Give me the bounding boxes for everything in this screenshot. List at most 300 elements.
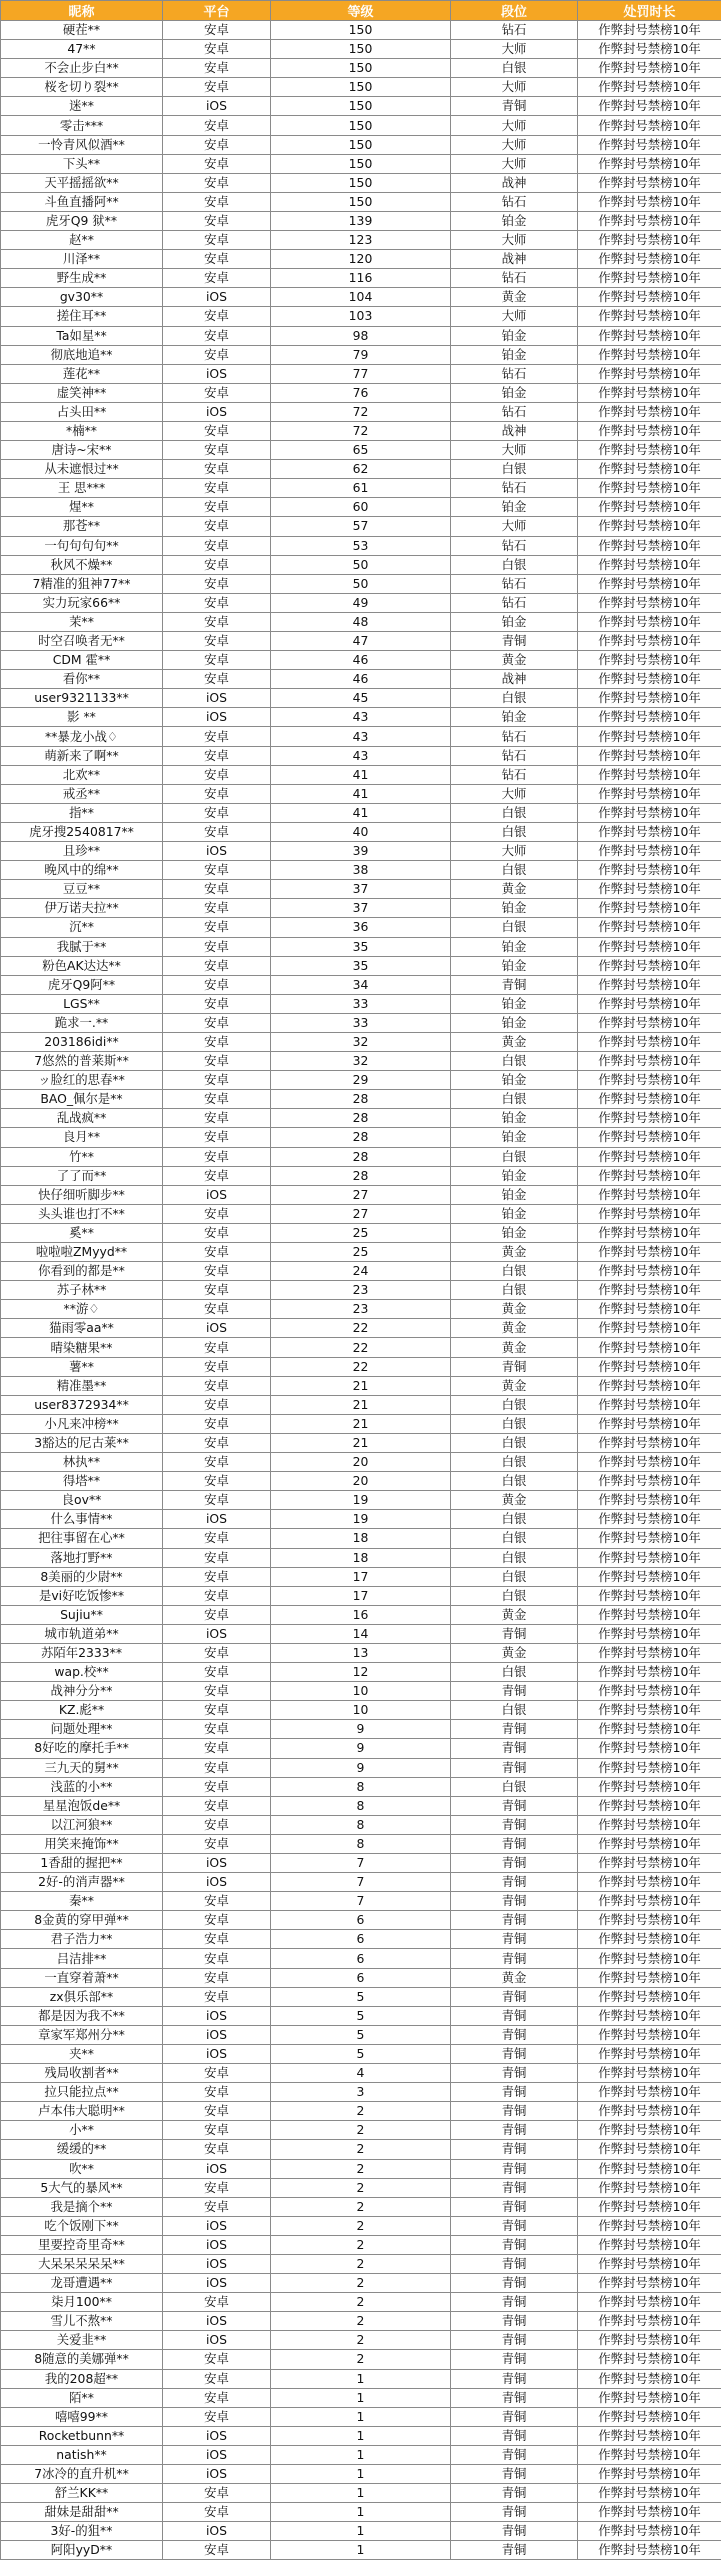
cell-platform: 安卓 <box>163 1262 271 1281</box>
cell-level: 19 <box>271 1510 451 1529</box>
cell-platform: 安卓 <box>163 231 271 250</box>
cell-punishment: 作弊封号禁榜10年 <box>578 1624 721 1643</box>
cell-nickname: 一句句句句** <box>1 536 163 555</box>
table-row <box>1 765 721 784</box>
table-row <box>1 364 721 383</box>
cell-level: 150 <box>271 21 451 40</box>
cell-rank: 白银 <box>451 460 578 479</box>
cell-punishment: 作弊封号禁榜10年 <box>578 1510 721 1529</box>
cell-platform: iOS <box>163 402 271 421</box>
cell-rank: 青铜 <box>451 1758 578 1777</box>
cell-platform: 安卓 <box>163 1911 271 1930</box>
cell-level: 116 <box>271 269 451 288</box>
cell-platform: 安卓 <box>163 1338 271 1357</box>
cell-platform: 安卓 <box>163 1586 271 1605</box>
table-body <box>1 21 721 2560</box>
cell-level: 150 <box>271 154 451 173</box>
cell-rank: 大师 <box>451 78 578 97</box>
cell-nickname: 苏陌年2333** <box>1 1643 163 1662</box>
cell-punishment: 作弊封号禁榜10年 <box>578 1854 721 1873</box>
table-row <box>1 2254 721 2273</box>
cell-rank: 铂金 <box>451 326 578 345</box>
cell-nickname: ッ脸红的思春** <box>1 1071 163 1090</box>
cell-level: 47 <box>271 632 451 651</box>
cell-rank: 青铜 <box>451 2235 578 2254</box>
cell-rank: 青铜 <box>451 2178 578 2197</box>
cell-nickname: 2好-的消声器** <box>1 1873 163 1892</box>
cell-platform: 安卓 <box>163 1357 271 1376</box>
cell-platform: 安卓 <box>163 2350 271 2369</box>
cell-punishment: 作弊封号禁榜10年 <box>578 460 721 479</box>
table-row <box>1 1395 721 1414</box>
cell-level: 72 <box>271 402 451 421</box>
cell-nickname: 粉色AK达达** <box>1 956 163 975</box>
cell-punishment: 作弊封号禁榜10年 <box>578 402 721 421</box>
cell-punishment: 作弊封号禁榜10年 <box>578 192 721 211</box>
cell-platform: 安卓 <box>163 2064 271 2083</box>
cell-platform: 安卓 <box>163 555 271 574</box>
cell-level: 2 <box>271 2350 451 2369</box>
cell-punishment: 作弊封号禁榜10年 <box>578 1987 721 2006</box>
cell-rank: 青铜 <box>451 2331 578 2350</box>
cell-nickname: 虎牙Q9阿** <box>1 975 163 994</box>
cell-level: 5 <box>271 2025 451 2044</box>
cell-nickname: 影 ** <box>1 708 163 727</box>
cell-nickname: 落地打野** <box>1 1548 163 1567</box>
cell-level: 43 <box>271 746 451 765</box>
cell-punishment: 作弊封号禁榜10年 <box>578 479 721 498</box>
cell-rank: 青铜 <box>451 2254 578 2273</box>
cell-nickname: 3好-的狙** <box>1 2522 163 2541</box>
cell-punishment: 作弊封号禁榜10年 <box>578 1605 721 1624</box>
cell-platform: 安卓 <box>163 211 271 230</box>
cell-platform: iOS <box>163 2159 271 2178</box>
cell-punishment: 作弊封号禁榜10年 <box>578 2331 721 2350</box>
cell-nickname: 以江河狼** <box>1 1815 163 1834</box>
cell-nickname: 陌** <box>1 2388 163 2407</box>
table-row <box>1 1166 721 1185</box>
cell-platform: 安卓 <box>163 2178 271 2197</box>
cell-rank: 铂金 <box>451 1109 578 1128</box>
table-row <box>1 2426 721 2445</box>
cell-punishment: 作弊封号禁榜10年 <box>578 97 721 116</box>
table-row <box>1 574 721 593</box>
cell-platform: 安卓 <box>163 612 271 631</box>
cell-nickname: 我是摘个** <box>1 2197 163 2216</box>
cell-punishment: 作弊封号禁榜10年 <box>578 1930 721 1949</box>
cell-nickname: 吃个饭刚下** <box>1 2216 163 2235</box>
cell-platform: 安卓 <box>163 2369 271 2388</box>
cell-level: 10 <box>271 1682 451 1701</box>
table-row <box>1 498 721 517</box>
cell-punishment: 作弊封号禁榜10年 <box>578 2541 721 2560</box>
cell-nickname: 川泽** <box>1 250 163 269</box>
cell-rank: 钻石 <box>451 536 578 555</box>
cell-rank: 白银 <box>451 1414 578 1433</box>
cell-platform: 安卓 <box>163 1567 271 1586</box>
header-punishment: 处罚时长 <box>578 1 721 21</box>
cell-platform: 安卓 <box>163 1281 271 1300</box>
cell-punishment: 作弊封号禁榜10年 <box>578 918 721 937</box>
cell-level: 27 <box>271 1185 451 1204</box>
cell-punishment: 作弊封号禁榜10年 <box>578 135 721 154</box>
cell-rank: 钻石 <box>451 479 578 498</box>
cell-nickname: 卢本伟大聪明** <box>1 2102 163 2121</box>
cell-punishment: 作弊封号禁榜10年 <box>578 2102 721 2121</box>
cell-punishment: 作弊封号禁榜10年 <box>578 536 721 555</box>
cell-nickname: 浅蓝的小** <box>1 1777 163 1796</box>
cell-platform: 安卓 <box>163 1930 271 1949</box>
table-row <box>1 1071 721 1090</box>
cell-platform: 安卓 <box>163 994 271 1013</box>
cell-punishment: 作弊封号禁榜10年 <box>578 1204 721 1223</box>
cell-level: 23 <box>271 1281 451 1300</box>
table-row <box>1 288 721 307</box>
table-row <box>1 2216 721 2235</box>
table-row <box>1 460 721 479</box>
cell-platform: iOS <box>163 2426 271 2445</box>
table-row <box>1 135 721 154</box>
cell-platform: iOS <box>163 1873 271 1892</box>
cell-nickname: 唐诗~宋** <box>1 441 163 460</box>
cell-platform: 安卓 <box>163 78 271 97</box>
cell-nickname: 了了而** <box>1 1166 163 1185</box>
cell-level: 76 <box>271 383 451 402</box>
cell-level: 8 <box>271 1796 451 1815</box>
cell-level: 2 <box>271 2235 451 2254</box>
table-row <box>1 975 721 994</box>
cell-platform: 安卓 <box>163 21 271 40</box>
header-row <box>1 1 721 21</box>
cell-level: 6 <box>271 1911 451 1930</box>
cell-level: 14 <box>271 1624 451 1643</box>
cell-platform: 安卓 <box>163 2503 271 2522</box>
cell-level: 150 <box>271 173 451 192</box>
table-row <box>1 536 721 555</box>
cell-platform: 安卓 <box>163 1777 271 1796</box>
cell-level: 17 <box>271 1586 451 1605</box>
cell-punishment: 作弊封号禁榜10年 <box>578 612 721 631</box>
cell-punishment: 作弊封号禁榜10年 <box>578 2235 721 2254</box>
cell-platform: 安卓 <box>163 956 271 975</box>
cell-punishment: 作弊封号禁榜10年 <box>578 2465 721 2484</box>
table-row <box>1 421 721 440</box>
cell-platform: 安卓 <box>163 822 271 841</box>
cell-level: 72 <box>271 421 451 440</box>
cell-punishment: 作弊封号禁榜10年 <box>578 651 721 670</box>
cell-punishment: 作弊封号禁榜10年 <box>578 1873 721 1892</box>
cell-platform: 安卓 <box>163 135 271 154</box>
cell-nickname: 里要控奇里奇** <box>1 2235 163 2254</box>
cell-punishment: 作弊封号禁榜10年 <box>578 269 721 288</box>
table-row <box>1 1090 721 1109</box>
table-row <box>1 918 721 937</box>
table-row <box>1 1567 721 1586</box>
cell-nickname: 3豁达的尼古莱** <box>1 1433 163 1452</box>
cell-nickname: 三九天的舅** <box>1 1758 163 1777</box>
table-row <box>1 612 721 631</box>
cell-rank: 钻石 <box>451 727 578 746</box>
table-row <box>1 517 721 536</box>
table-row <box>1 2503 721 2522</box>
table-row <box>1 1663 721 1682</box>
table-row <box>1 1701 721 1720</box>
cell-nickname: 虎牙Q9 狱** <box>1 211 163 230</box>
cell-platform: 安卓 <box>163 975 271 994</box>
cell-punishment: 作弊封号禁榜10年 <box>578 1701 721 1720</box>
cell-level: 21 <box>271 1395 451 1414</box>
cell-punishment: 作弊封号禁榜10年 <box>578 1491 721 1510</box>
cell-punishment: 作弊封号禁榜10年 <box>578 1032 721 1051</box>
cell-platform: iOS <box>163 1624 271 1643</box>
cell-rank: 战神 <box>451 250 578 269</box>
cell-nickname: 指** <box>1 803 163 822</box>
cell-level: 2 <box>271 2274 451 2293</box>
table-row <box>1 154 721 173</box>
cell-punishment: 作弊封号禁榜10年 <box>578 231 721 250</box>
cell-platform: 安卓 <box>163 670 271 689</box>
cell-platform: 安卓 <box>163 1949 271 1968</box>
cell-level: 19 <box>271 1491 451 1510</box>
table-row <box>1 1491 721 1510</box>
table-row <box>1 1949 721 1968</box>
cell-level: 2 <box>271 2293 451 2312</box>
cell-rank: 白银 <box>451 1395 578 1414</box>
cell-punishment: 作弊封号禁榜10年 <box>578 2216 721 2235</box>
cell-platform: 安卓 <box>163 2083 271 2102</box>
cell-rank: 青铜 <box>451 2369 578 2388</box>
cell-platform: iOS <box>163 2522 271 2541</box>
cell-nickname: 实力玩家66** <box>1 593 163 612</box>
cell-nickname: 嘻嘻99** <box>1 2407 163 2426</box>
cell-nickname: 晚风中的绵** <box>1 861 163 880</box>
cell-punishment: 作弊封号禁榜10年 <box>578 1300 721 1319</box>
table-row <box>1 1243 721 1262</box>
cell-nickname: 1香甜的握把** <box>1 1854 163 1873</box>
cell-punishment: 作弊封号禁榜10年 <box>578 1052 721 1071</box>
cell-punishment: 作弊封号禁榜10年 <box>578 2178 721 2197</box>
cell-level: 41 <box>271 765 451 784</box>
cell-punishment: 作弊封号禁榜10年 <box>578 1338 721 1357</box>
cell-punishment: 作弊封号禁榜10年 <box>578 765 721 784</box>
cell-punishment: 作弊封号禁榜10年 <box>578 1586 721 1605</box>
cell-level: 45 <box>271 689 451 708</box>
cell-punishment: 作弊封号禁榜10年 <box>578 2293 721 2312</box>
cell-level: 10 <box>271 1701 451 1720</box>
cell-platform: 安卓 <box>163 651 271 670</box>
cell-rank: 黄金 <box>451 1968 578 1987</box>
cell-platform: 安卓 <box>163 1968 271 1987</box>
table-row <box>1 1892 721 1911</box>
cell-level: 2 <box>271 2197 451 2216</box>
cell-level: 9 <box>271 1739 451 1758</box>
cell-punishment: 作弊封号禁榜10年 <box>578 2083 721 2102</box>
cell-punishment: 作弊封号禁榜10年 <box>578 1739 721 1758</box>
cell-punishment: 作弊封号禁榜10年 <box>578 1071 721 1090</box>
cell-rank: 青铜 <box>451 2044 578 2063</box>
cell-rank: 青铜 <box>451 1720 578 1739</box>
table-row <box>1 2006 721 2025</box>
cell-nickname: 沉** <box>1 918 163 937</box>
cell-level: 49 <box>271 593 451 612</box>
cell-platform: 安卓 <box>163 1682 271 1701</box>
cell-platform: 安卓 <box>163 269 271 288</box>
table-row <box>1 2293 721 2312</box>
table-row <box>1 727 721 746</box>
cell-level: 1 <box>271 2522 451 2541</box>
cell-level: 22 <box>271 1357 451 1376</box>
cell-punishment: 作弊封号禁榜10年 <box>578 1090 721 1109</box>
cell-rank: 青铜 <box>451 1739 578 1758</box>
cell-rank: 青铜 <box>451 1987 578 2006</box>
cell-rank: 铂金 <box>451 1128 578 1147</box>
cell-platform: 安卓 <box>163 1013 271 1032</box>
table-row <box>1 1510 721 1529</box>
cell-punishment: 作弊封号禁榜10年 <box>578 1013 721 1032</box>
cell-platform: 安卓 <box>163 1834 271 1853</box>
table-row <box>1 2465 721 2484</box>
cell-nickname: 硬茬** <box>1 21 163 40</box>
table-row <box>1 1624 721 1643</box>
cell-punishment: 作弊封号禁榜10年 <box>578 1166 721 1185</box>
cell-nickname: 豆豆** <box>1 880 163 899</box>
table-row <box>1 78 721 97</box>
cell-platform: 安卓 <box>163 574 271 593</box>
cell-platform: 安卓 <box>163 40 271 59</box>
table-row <box>1 2064 721 2083</box>
cell-punishment: 作弊封号禁榜10年 <box>578 956 721 975</box>
table-row <box>1 861 721 880</box>
table-row <box>1 1338 721 1357</box>
cell-rank: 青铜 <box>451 2006 578 2025</box>
table-row <box>1 1548 721 1567</box>
cell-rank: 战神 <box>451 670 578 689</box>
cell-platform: 安卓 <box>163 154 271 173</box>
table-row <box>1 307 721 326</box>
table-row <box>1 842 721 861</box>
cell-rank: 青铜 <box>451 2064 578 2083</box>
cell-platform: iOS <box>163 1185 271 1204</box>
cell-punishment: 作弊封号禁榜10年 <box>578 250 721 269</box>
cell-nickname: 7冰冷的直升机** <box>1 2465 163 2484</box>
table-row <box>1 326 721 345</box>
cell-punishment: 作弊封号禁榜10年 <box>578 1453 721 1472</box>
cell-rank: 大师 <box>451 231 578 250</box>
cell-level: 32 <box>271 1052 451 1071</box>
cell-level: 5 <box>271 2006 451 2025</box>
cell-rank: 青铜 <box>451 2293 578 2312</box>
cell-rank: 黄金 <box>451 1338 578 1357</box>
cell-platform: 安卓 <box>163 1529 271 1548</box>
cell-punishment: 作弊封号禁榜10年 <box>578 2503 721 2522</box>
cell-punishment: 作弊封号禁榜10年 <box>578 1472 721 1491</box>
cell-rank: 铂金 <box>451 956 578 975</box>
cell-nickname: 7悠然的普莱斯** <box>1 1052 163 1071</box>
table-row <box>1 383 721 402</box>
cell-rank: 大师 <box>451 842 578 861</box>
cell-level: 46 <box>271 670 451 689</box>
cell-rank: 青铜 <box>451 2216 578 2235</box>
cell-level: 1 <box>271 2445 451 2464</box>
table-row <box>1 1453 721 1472</box>
cell-punishment: 作弊封号禁榜10年 <box>578 1319 721 1338</box>
cell-rank: 青铜 <box>451 1892 578 1911</box>
cell-platform: iOS <box>163 2254 271 2273</box>
cell-platform: 安卓 <box>163 1548 271 1567</box>
cell-rank: 白银 <box>451 1777 578 1796</box>
cell-nickname: 那苍** <box>1 517 163 536</box>
cell-level: 32 <box>271 1032 451 1051</box>
cell-punishment: 作弊封号禁榜10年 <box>578 173 721 192</box>
cell-level: 6 <box>271 1968 451 1987</box>
cell-level: 5 <box>271 2044 451 2063</box>
table-row <box>1 670 721 689</box>
cell-level: 2 <box>271 2331 451 2350</box>
cell-rank: 白银 <box>451 1701 578 1720</box>
cell-rank: 青铜 <box>451 2140 578 2159</box>
cell-platform: 安卓 <box>163 1433 271 1452</box>
cell-rank: 黄金 <box>451 1300 578 1319</box>
cell-level: 9 <box>271 1758 451 1777</box>
table-row <box>1 1815 721 1834</box>
cell-platform: 安卓 <box>163 173 271 192</box>
cell-punishment: 作弊封号禁榜10年 <box>578 632 721 651</box>
cell-rank: 白银 <box>451 555 578 574</box>
cell-rank: 青铜 <box>451 2121 578 2140</box>
cell-platform: 安卓 <box>163 2140 271 2159</box>
cell-punishment: 作弊封号禁榜10年 <box>578 345 721 364</box>
cell-rank: 黄金 <box>451 1032 578 1051</box>
cell-punishment: 作弊封号禁榜10年 <box>578 1128 721 1147</box>
cell-punishment: 作弊封号禁榜10年 <box>578 2445 721 2464</box>
cell-platform: 安卓 <box>163 307 271 326</box>
cell-level: 139 <box>271 211 451 230</box>
cell-punishment: 作弊封号禁榜10年 <box>578 689 721 708</box>
cell-rank: 钻石 <box>451 593 578 612</box>
cell-rank: 铂金 <box>451 1071 578 1090</box>
cell-rank: 白银 <box>451 1147 578 1166</box>
cell-level: 41 <box>271 803 451 822</box>
cell-platform: 安卓 <box>163 1414 271 1433</box>
cell-level: 21 <box>271 1414 451 1433</box>
table-row <box>1 2102 721 2121</box>
table-row <box>1 937 721 956</box>
cell-punishment: 作弊封号禁榜10年 <box>578 1433 721 1452</box>
cell-platform: iOS <box>163 288 271 307</box>
cell-punishment: 作弊封号禁榜10年 <box>578 1949 721 1968</box>
cell-nickname: 虚笑神** <box>1 383 163 402</box>
table-row <box>1 116 721 135</box>
cell-nickname: 203186idi** <box>1 1032 163 1051</box>
cell-platform: 安卓 <box>163 498 271 517</box>
cell-platform: 安卓 <box>163 116 271 135</box>
cell-nickname: 什么事情** <box>1 1510 163 1529</box>
cell-level: 39 <box>271 842 451 861</box>
cell-rank: 青铜 <box>451 1796 578 1815</box>
table-row <box>1 956 721 975</box>
cell-level: 22 <box>271 1338 451 1357</box>
cell-rank: 青铜 <box>451 2426 578 2445</box>
cell-rank: 青铜 <box>451 2083 578 2102</box>
cell-rank: 青铜 <box>451 2445 578 2464</box>
table-row <box>1 1300 721 1319</box>
cell-rank: 青铜 <box>451 1815 578 1834</box>
cell-level: 16 <box>271 1605 451 1624</box>
cell-punishment: 作弊封号禁榜10年 <box>578 593 721 612</box>
cell-rank: 黄金 <box>451 880 578 899</box>
cell-punishment: 作弊封号禁榜10年 <box>578 670 721 689</box>
table-row <box>1 1720 721 1739</box>
